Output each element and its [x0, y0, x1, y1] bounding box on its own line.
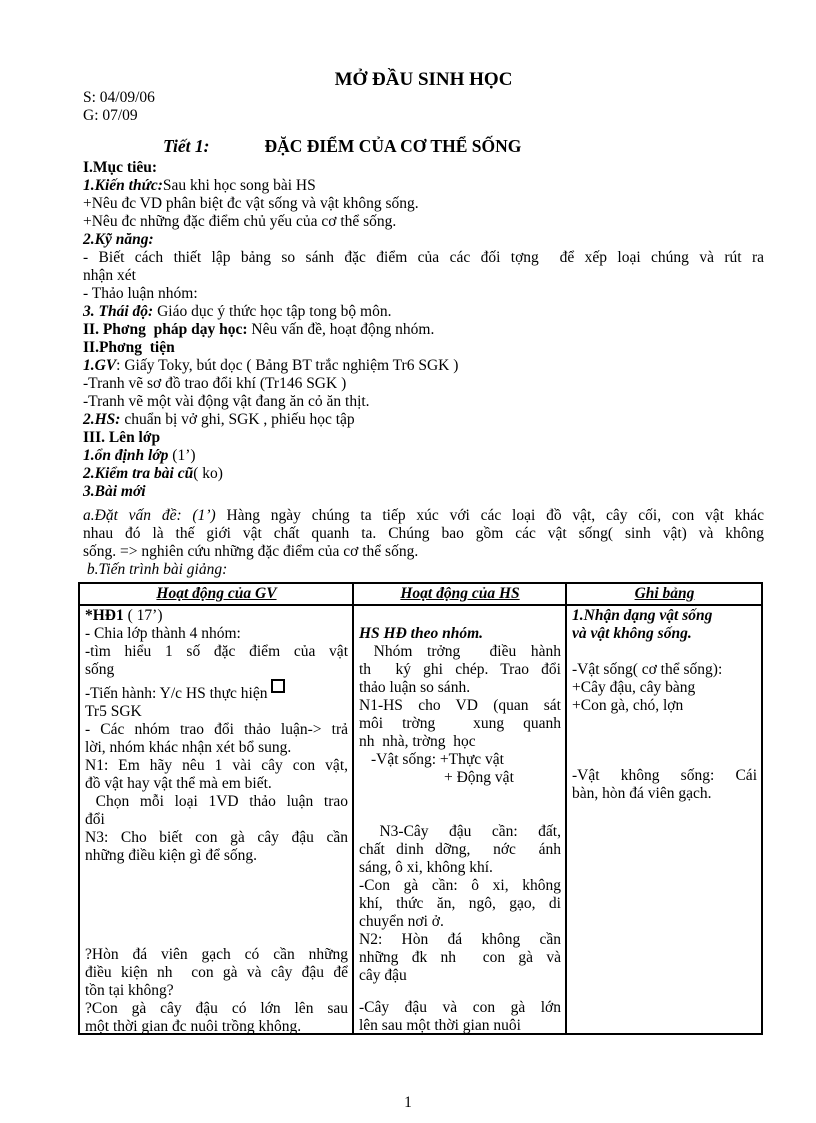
- line-dat-van-de-2: [83, 525, 764, 543]
- text-run: ( ko): [193, 465, 223, 482]
- col-gv-cell: [80, 606, 354, 1033]
- line-nhom-truong-1: [359, 643, 561, 661]
- text-run: 3. Thái độ:: [83, 303, 154, 320]
- table-body-row: [80, 606, 761, 1033]
- text-run: 1.GV: [83, 357, 117, 374]
- table-header-hs: [354, 584, 567, 606]
- line-tranh-dong-vat: [83, 393, 764, 411]
- line-bai-moi: [83, 483, 764, 501]
- text-run: N3: Cho biết con gà cây đậu cần: [85, 829, 348, 846]
- line-n1-hs-3: [359, 733, 561, 751]
- table-header-gv: [80, 584, 354, 606]
- line-vat-khong-song-1: [572, 767, 757, 785]
- line-vat-song: [359, 751, 561, 769]
- line-n1-2: [85, 775, 348, 793]
- text-run: Sau khi học song bài HS: [162, 177, 316, 194]
- text-run: những đk nh con gà và: [359, 949, 561, 966]
- line-kiem-tra: [83, 465, 764, 483]
- text-run: Nêu vấn đề, hoạt động nhóm.: [247, 321, 435, 338]
- text-run: -Tranh vẽ một vài động vật đang ăn cỏ ăn thịt.: [83, 393, 370, 410]
- col-board-cell: [567, 606, 761, 1033]
- line-hs: [83, 411, 764, 429]
- text-run: khí, thức ăn, ngô, gạo, di: [359, 895, 561, 912]
- text-run: Giáo dục ý thức học tập tong bộ môn.: [153, 303, 392, 320]
- line-on-dinh: [83, 447, 764, 465]
- lesson-title-line: [83, 137, 764, 155]
- text-run: Nhóm trởng điều hành: [359, 643, 561, 660]
- text-run: ?Hòn đá viên gạch có cần những: [85, 946, 348, 963]
- text-run: N1-HS cho VD (quan sát: [359, 697, 561, 714]
- text-run: cây đậu: [359, 967, 407, 984]
- line-dat-van-de-1: [83, 507, 764, 525]
- line-vat-song-co-the: [572, 661, 757, 679]
- line-hon-da-2: [85, 964, 348, 982]
- text-run: 1.ổn định lớp: [83, 447, 169, 464]
- text-run: 2.Kiểm tra bài cũ: [83, 465, 194, 482]
- text-run: b.Tiến trình bài giảng:: [83, 561, 228, 578]
- text-run: bàn, hòn đá viên gạch.: [572, 785, 712, 802]
- line-cac-nhom-1: [85, 721, 348, 739]
- line-neu-dac-diem: [83, 213, 764, 231]
- line-chon-moi-1: [85, 793, 348, 811]
- text-run: chuyển nơi ở.: [359, 913, 444, 930]
- line-n3-2: [85, 847, 348, 865]
- text-run: I.Mục tiêu:: [83, 159, 158, 176]
- line-hon-da-3: [85, 982, 348, 1000]
- text-run: những điều kiện gì để sống.: [85, 847, 257, 864]
- text-run: - Biết cách thiết lập bảng so sánh đặc điểm của các đối tợng để xếp loại chúng và rút ra: [83, 249, 764, 266]
- line-chon-moi-2: [85, 811, 348, 829]
- text-run: 1.Nhận dạng vật sống: [572, 607, 713, 624]
- text-run: -Tiến hành: Y/c HS thực hiện: [85, 685, 268, 702]
- text-run: -tìm hiểu 1 số đặc điểm của vật: [85, 643, 348, 660]
- line-nhom-truong-3: [359, 679, 561, 697]
- heading-ky-nang: [83, 231, 764, 249]
- text-run: sống: [85, 661, 115, 678]
- square-command-icon: [271, 679, 285, 693]
- line-thao-luan: [83, 285, 764, 303]
- text-run: +Nêu đc VD phân biệt đc vật sống và vật không sống.: [83, 195, 419, 212]
- line-cay-dau-lon-1: [359, 999, 561, 1017]
- text-run: -Vật không sống: Cái: [572, 767, 757, 784]
- text-run: 2.Kỹ năng:: [83, 231, 154, 248]
- text-run: tồn tại không?: [85, 982, 174, 999]
- text-run: 3.Bài mới: [83, 483, 146, 500]
- date-g-line: [83, 107, 764, 125]
- text-run: môi trờng xung quanh: [359, 715, 561, 732]
- text-run: chất dinh dỡng, nớc ánh: [359, 841, 561, 858]
- line-tien-hanh-2: [85, 703, 348, 721]
- line-biet-cach: [83, 249, 764, 267]
- text-run: điều kiện nh con gà và cây đậu để: [85, 964, 348, 981]
- lesson-table: [78, 582, 763, 1035]
- line-tim-hieu-1: [85, 643, 348, 661]
- heading-muc-tieu: [83, 159, 764, 177]
- text-run: Chọn mỗi loại 1VD thảo luận trao: [85, 793, 348, 810]
- text-run: ?Con gà cây đậu có lớn lên sau: [85, 1000, 348, 1017]
- line-tranh-so-do: [83, 375, 764, 393]
- text-run: Tiết 1:: [163, 136, 210, 156]
- line-cac-nhom-2: [85, 739, 348, 757]
- text-run: + Động vật: [444, 769, 514, 786]
- line-nhan-xet: [83, 267, 764, 285]
- page-number: 1: [404, 1094, 412, 1111]
- line-tien-hanh-1: [85, 679, 348, 703]
- line-thai-do: [83, 303, 764, 321]
- text-run: -Cây đậu và con gà lớn: [359, 999, 561, 1016]
- text-run: đồ vật hay vật thể mà em biết.: [85, 775, 272, 792]
- text-run: Tr5 SGK: [85, 703, 142, 720]
- heading-len-lop: [83, 429, 764, 447]
- line-n3-cay-dau-1: [359, 823, 561, 841]
- text-run: nh nhà, trờng học: [359, 733, 476, 750]
- text-run: HS HĐ theo nhóm.: [359, 625, 484, 642]
- table-header-gv-label: Hoạt động của GV: [156, 585, 277, 602]
- line-con-ga-2: [85, 1018, 348, 1033]
- line-nhom-truong-2: [359, 661, 561, 679]
- line-tim-hieu-2: [85, 661, 348, 679]
- text-run: - Thảo luận nhóm:: [83, 285, 198, 302]
- line-con-ga-cho-lon: [572, 697, 757, 715]
- document-content: [83, 71, 764, 1035]
- text-run: (1’): [168, 447, 196, 464]
- line-n3-cay-dau-2: [359, 841, 561, 859]
- line-con-ga-can-1: [359, 877, 561, 895]
- text-run: G: 07/09: [83, 107, 138, 124]
- text-run: -Vật sống( cơ thể sống):: [572, 661, 723, 678]
- line-n3-cay-dau-3: [359, 859, 561, 877]
- heading-phuong-tien: [83, 339, 764, 357]
- line-dong-vat: [359, 769, 561, 787]
- line-con-ga-can-3: [359, 913, 561, 931]
- text-run: MỞ ĐẦU SINH HỌC: [334, 69, 513, 90]
- text-run: ( 17’): [123, 607, 163, 624]
- text-run: ĐẶC ĐIỂM CỦA CƠ THỂ SỐNG: [264, 136, 522, 156]
- table-header-board-label: Ghi bảng: [634, 585, 695, 602]
- line-n2-hon-da-2: [359, 949, 561, 967]
- text-run: Hàng ngày chúng ta tiếp xúc với các loại đồ vật, cây cối, con vật khác: [215, 507, 765, 524]
- text-run: 1.Kiến thức:: [83, 177, 163, 194]
- line-chia-lop: [85, 625, 348, 643]
- doc-title: [83, 71, 764, 89]
- line-n1-1: [85, 757, 348, 775]
- line-gv: [83, 357, 764, 375]
- table-header-board: [567, 584, 761, 606]
- line-n2-hon-da-1: [359, 931, 561, 949]
- line-cay-dau-bang: [572, 679, 757, 697]
- line-n2-hon-da-3: [359, 967, 561, 985]
- line-hon-da-1: [85, 946, 348, 964]
- text-run: và vật không sống.: [572, 625, 692, 642]
- text-run: một thời gian đc nuôi trồng không.: [85, 1018, 302, 1033]
- intro-section: [83, 71, 764, 579]
- text-run: *HĐ1: [85, 607, 124, 624]
- heading-phuong-phap: [83, 321, 764, 339]
- text-run: chuẩn bị vở ghi, SGK , phiếu học tập: [120, 411, 355, 428]
- text-run: -Con gà cần: ô xi, không: [359, 877, 561, 894]
- line-n1-hs-2: [359, 715, 561, 733]
- line-neu-vd: [83, 195, 764, 213]
- text-run: +Cây đậu, cây bàng: [572, 679, 696, 696]
- text-run: nhận xét: [83, 267, 136, 284]
- text-run: nhau đó là thế giới vật chất quanh ta. Chúng bao gồm các vật sống( sinh vật) và không: [83, 525, 764, 542]
- text-run: II.Phơng tiện: [83, 339, 175, 356]
- text-run: th ký ghi chép. Trao đổi: [359, 661, 561, 678]
- text-run: a.Đặt vấn đề: (1’): [83, 507, 216, 524]
- table-header-row: [80, 584, 761, 606]
- text-run: đổi: [85, 811, 105, 828]
- text-run: III. Lên lớp: [83, 429, 161, 446]
- text-run: +Nêu đc những đặc điểm chủ yếu của cơ thể sống.: [83, 213, 397, 230]
- text-run: -Tranh vẽ sơ đồ trao đổi khí (Tr146 SGK ): [83, 375, 347, 392]
- line-hs-hd: [359, 625, 561, 643]
- text-run: -Vật sống: +Thực vật: [371, 751, 504, 768]
- text-run: N2: Hòn đá không cần: [359, 931, 561, 948]
- line-dat-van-de-3: [83, 543, 764, 561]
- line-n3-1: [85, 829, 348, 847]
- text-run: 2.HS:: [83, 411, 121, 428]
- date-s-line: [83, 89, 764, 107]
- line-nhan-dang-1: [572, 607, 757, 625]
- table-header-hs-label: Hoạt động của HS: [400, 585, 520, 602]
- col-hs-cell: [354, 606, 567, 1033]
- line-con-ga-1: [85, 1000, 348, 1018]
- text-run: thảo luận so sánh.: [359, 679, 471, 696]
- text-run: N3-Cây đậu cần: đất,: [359, 823, 561, 840]
- text-run: N1: Em hãy nêu 1 vài cây con vật,: [85, 757, 348, 774]
- line-vat-khong-song-2: [572, 785, 757, 803]
- text-run: - Các nhóm trao đổi thảo luận-> trả: [85, 721, 348, 738]
- text-run: sống. => nghiên cứu những đặc điểm của cơ thể sống.: [83, 543, 419, 560]
- text-run: II. Phơng pháp dạy học:: [83, 321, 248, 338]
- text-run: lên sau một thời gian nuôi: [359, 1017, 521, 1033]
- text-run: S: 04/09/06: [83, 89, 155, 106]
- line-cay-dau-lon-2: [359, 1017, 561, 1033]
- line-con-ga-can-2: [359, 895, 561, 913]
- line-kien-thuc: [83, 177, 764, 195]
- line-tien-trinh: [83, 561, 764, 579]
- line-n1-hs-1: [359, 697, 561, 715]
- text-run: +Con gà, chó, lợn: [572, 697, 684, 714]
- text-run: : Giấy Toky, bút dọc ( Bảng BT trắc nghiệm Tr6 SGK ): [116, 357, 459, 374]
- text-run: lời, nhóm khác nhận xét bổ sung.: [85, 739, 292, 756]
- line-hd1: [85, 607, 348, 625]
- text-run: sáng, ô xi, không khí.: [359, 859, 493, 876]
- text-run: - Chia lớp thành 4 nhóm:: [85, 625, 241, 642]
- line-nhan-dang-2: [572, 625, 757, 643]
